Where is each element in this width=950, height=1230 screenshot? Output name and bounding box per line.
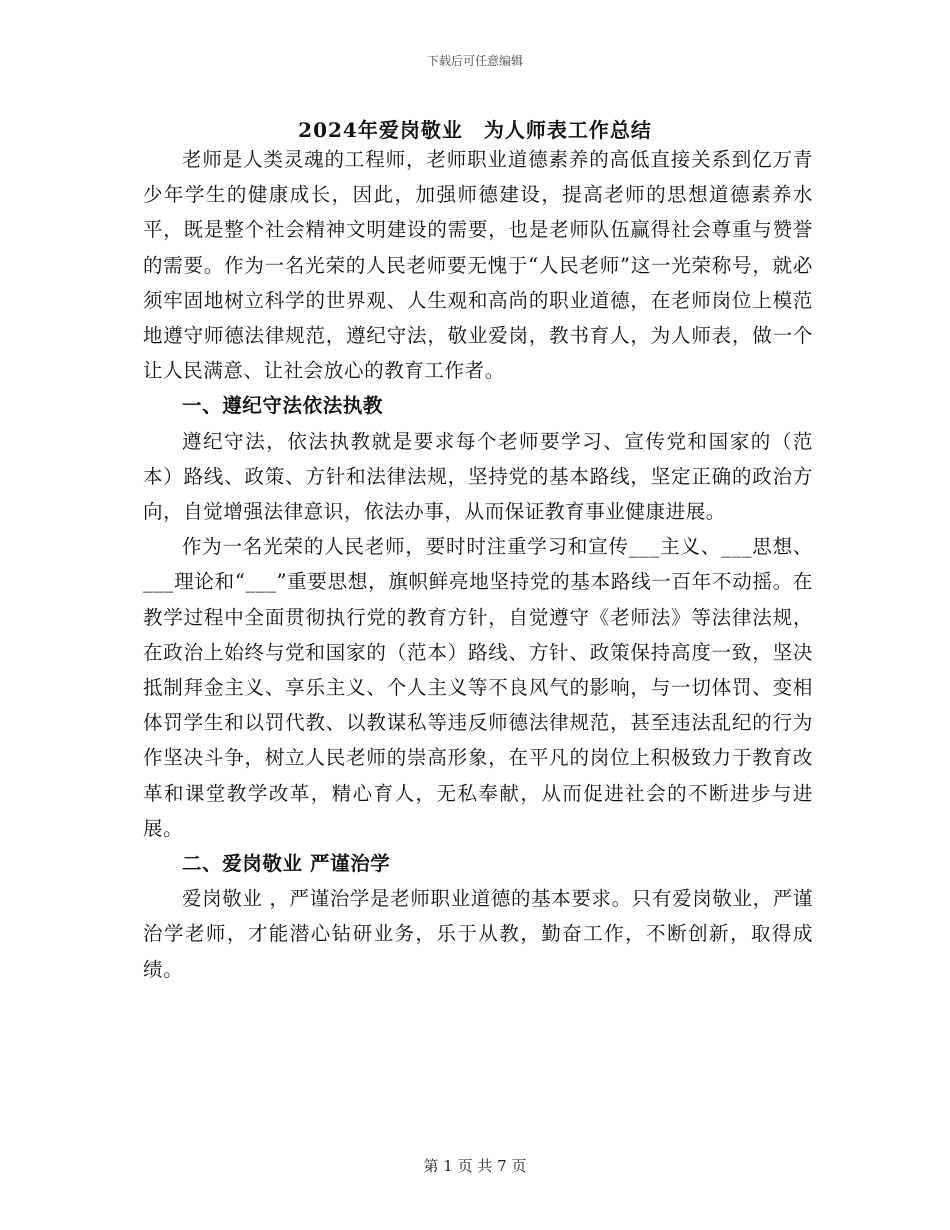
section-2-paragraph-1: 爱岗敬业 ，严谨治学是老师职业道德的基本要求。只有爱岗敬业，严谨治学老师，才能潜心钻研业务，乐于从教，勤奋工作，不断创新，取得成绩。 <box>143 887 813 981</box>
section-1-paragraph-2: 作为一名光荣的人民老师，要时时注重学习和宣传___主义、___思想、___理论和“___”重要思想，旗帜鲜亮地坚持党的基本路线一百年不动摇。在教学过程中全面贯彻执行党的教育方针，自觉遵守《老师法》等法律法规，在政治上始终与党和国家的（范本）路线、方针、政策保持高度一致，坚决抵制拜金主义、享乐主义、个人主义等不良风气的影响，与一切体罚、变相体罚学生和以罚代教、以教谋私等违反师德法律规范，甚至违法乱纪的行为作坚决斗争，树立人民老师的崇高形象，在平凡的岗位上积极致力于教育改革和课堂教学改革，精心育人，无私奉献，从而促进社会的不断进步与进展。 <box>143 535 813 840</box>
section-2-heading: 二、爱岗敬业 严谨治学 <box>182 852 391 876</box>
section-1-heading: 一、遵纪守法依法执教 <box>182 394 384 418</box>
page-footer: 第 1 页 共 7 页 <box>423 1157 527 1175</box>
intro-paragraph: 老师是人类灵魂的工程师，老师职业道德素养的高低直接关系到亿万青少年学生的健康成长，因此，加强师德建设，提高老师的思想道德素养水平，既是整个社会精神文明建设的需要，也是老师队伍赢得社会尊重与赞誉的需要。作为一名光荣的人民老师要无愧于“人民老师”这一光荣称号，就必须牢固地树立科学的世界观、人生观和高尚的职业道德，在老师岗位上模范地遵守师德法律规范，遵纪守法，敬业爱岗，教书育人，为人师表，做一个让人民满意、让社会放心的教育工作者。 <box>143 148 813 383</box>
section-1-paragraph-1: 遵纪守法，依法执教就是要求每个老师要学习、宣传党和国家的（范本）路线、政策、方针和法律法规，坚持党的基本路线，坚定正确的政治方向，自觉增强法律意识，依法办事，从而保证教育事业健康进展。 <box>143 429 813 524</box>
document-title: 2024年爱岗敬业 为人师表工作总结 <box>298 118 652 142</box>
document-body <box>143 142 813 987</box>
header-note: 下载后可任意编辑 <box>426 54 523 68</box>
